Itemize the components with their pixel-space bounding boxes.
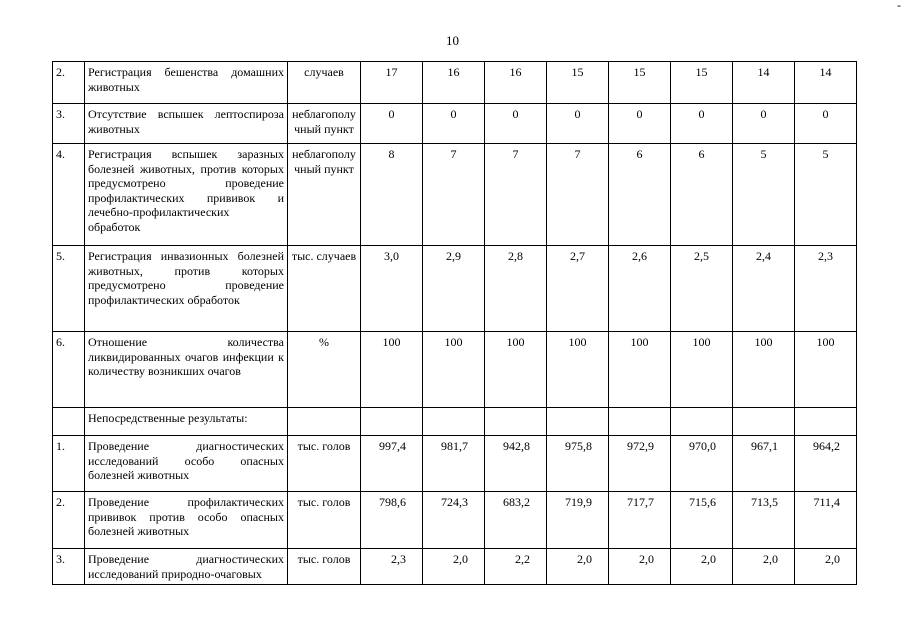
row-number: 5. [53,246,85,332]
value-cell [547,408,609,436]
value-cell: 0 [423,104,485,144]
unit-cell [288,408,361,436]
value-cell: 5 [795,144,857,246]
unit-cell: тыс. голов [288,436,361,492]
value-cell: 0 [795,104,857,144]
indicator-name: Проведение диагностических исследований особо опасных болезней животных [85,436,288,492]
value-cell: 2,6 [609,246,671,332]
table-row [53,492,857,549]
value-cell: 0 [733,104,795,144]
value-cell: 0 [547,104,609,144]
value-cell: 967,1 [733,436,795,492]
value-cell: 970,0 [671,436,733,492]
value-cell: 7 [423,144,485,246]
value-cell: 0 [671,104,733,144]
unit-cell: тыс. случаев [288,246,361,332]
value-cell: 0 [485,104,547,144]
value-cell: 6 [671,144,733,246]
value-cell: 981,7 [423,436,485,492]
value-cell: 15 [547,62,609,104]
table-row [53,549,857,585]
indicator-name: Регистрация инвазионных болезней животных, против которых предусмотрено проведение профилактических обработок [85,246,288,332]
value-cell [795,408,857,436]
value-cell: 2,8 [485,246,547,332]
table-row [53,104,857,144]
value-cell: 2,0 [423,549,485,585]
value-cell: 2,3 [795,246,857,332]
indicator-name: Непосредственные результаты: [85,408,288,436]
row-number: 3. [53,549,85,585]
value-cell: 2,9 [423,246,485,332]
value-cell: 715,6 [671,492,733,549]
indicators-table [52,61,857,585]
value-cell: 100 [485,332,547,408]
table-body [53,62,857,585]
value-cell: 17 [361,62,423,104]
value-cell: 964,2 [795,436,857,492]
table-row [53,436,857,492]
value-cell: 711,4 [795,492,857,549]
unit-cell: % [288,332,361,408]
value-cell: 100 [609,332,671,408]
value-cell: 2,4 [733,246,795,332]
unit-cell: случаев [288,62,361,104]
value-cell [733,408,795,436]
table-row [53,144,857,246]
table-row [53,246,857,332]
unit-cell: неблагополу чный пункт [288,144,361,246]
value-cell: 0 [361,104,423,144]
value-cell: 717,7 [609,492,671,549]
value-cell: 7 [547,144,609,246]
value-cell: 2,0 [671,549,733,585]
value-cell: 15 [609,62,671,104]
value-cell: 100 [547,332,609,408]
value-cell: 8 [361,144,423,246]
value-cell: 2,3 [361,549,423,585]
table-row [53,332,857,408]
value-cell [609,408,671,436]
value-cell: 683,2 [485,492,547,549]
indicator-name: Регистрация бешенства домашних животных [85,62,288,104]
value-cell [671,408,733,436]
value-cell: 3,0 [361,246,423,332]
value-cell: 798,6 [361,492,423,549]
value-cell: 100 [671,332,733,408]
row-number: 6. [53,332,85,408]
indicator-name: Регистрация вспышек заразных болезней животных, против которых предусмотрено проведение профилактических прививок и лечебно-профилактических обработок [85,144,288,246]
value-cell: 2,0 [733,549,795,585]
row-number: 2. [53,62,85,104]
row-number: 4. [53,144,85,246]
indicator-name: Отношение количества ликвидированных очагов инфекции к количеству возникших очагов [85,332,288,408]
value-cell: 100 [733,332,795,408]
value-cell [485,408,547,436]
value-cell: 2,2 [485,549,547,585]
value-cell [361,408,423,436]
value-cell: 16 [485,62,547,104]
value-cell: 7 [485,144,547,246]
table-row [53,62,857,104]
value-cell: 942,8 [485,436,547,492]
value-cell: 2,7 [547,246,609,332]
row-number [53,408,85,436]
table-row [53,408,857,436]
value-cell: 997,4 [361,436,423,492]
value-cell: 6 [609,144,671,246]
value-cell: 2,0 [609,549,671,585]
value-cell: 719,9 [547,492,609,549]
row-number: 2. [53,492,85,549]
value-cell: 2,0 [795,549,857,585]
value-cell: 975,8 [547,436,609,492]
value-cell: 5 [733,144,795,246]
value-cell: 972,9 [609,436,671,492]
value-cell: 14 [795,62,857,104]
unit-cell: тыс. голов [288,492,361,549]
row-number: 1. [53,436,85,492]
corner-mark: - [897,0,901,12]
value-cell [423,408,485,436]
unit-cell: неблагополу чный пункт [288,104,361,144]
indicator-name: Отсутствие вспышек лептоспироза животных [85,104,288,144]
page-number: 10 [446,33,459,48]
value-cell: 15 [671,62,733,104]
value-cell: 100 [361,332,423,408]
value-cell: 100 [795,332,857,408]
value-cell: 100 [423,332,485,408]
indicator-name: Проведение профилактических прививок против особо опасных болезней животных [85,492,288,549]
value-cell: 14 [733,62,795,104]
value-cell: 724,3 [423,492,485,549]
value-cell: 2,0 [547,549,609,585]
value-cell: 713,5 [733,492,795,549]
indicator-name: Проведение диагностических исследований природно-очаговых [85,549,288,585]
unit-cell: тыс. голов [288,549,361,585]
value-cell: 2,5 [671,246,733,332]
row-number: 3. [53,104,85,144]
value-cell: 0 [609,104,671,144]
value-cell: 16 [423,62,485,104]
